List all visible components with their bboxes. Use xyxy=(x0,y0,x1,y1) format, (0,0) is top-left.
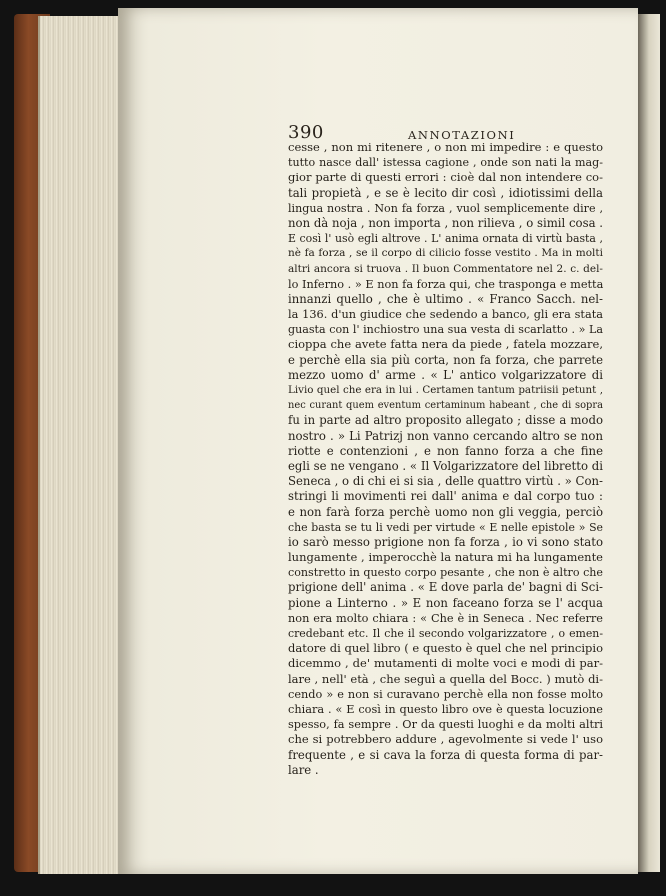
text-line: innanzi quello , che è ultimo . « Franco Sacch. nel- xyxy=(288,291,603,306)
text-line: lare . xyxy=(288,762,319,777)
body-text xyxy=(288,140,603,778)
text-line: tutto nasce dall' istessa cagione , onde son nati la mag- xyxy=(288,156,603,170)
text-line: cendo » e non si curavano perchè ella non fosse molto xyxy=(288,687,603,701)
text-line: mezzo uomo d' arme . « L' antico volgarizzatore di xyxy=(288,367,603,382)
text-line: non dà noja , non importa , non rilieva , o simil cosa . xyxy=(288,215,603,230)
text-line: Livio quel che era in lui . Certamen tantum patriisii petunt , xyxy=(288,384,603,396)
text-line: gior parte di questi errori : cioè dal non intendere co- xyxy=(288,170,603,185)
text-line: nè fa forza , se il corpo di cilicio fosse vestito . Ma in molti xyxy=(288,247,603,260)
text-line: riotte e contenzioni , e non fanno forza a che fine xyxy=(288,443,603,458)
text-line: egli se ne vengano . « Il Volgarizzatore del libretto di xyxy=(288,458,603,473)
text-line: tali propietà , e se è lecito dir così , idiotissimi della xyxy=(288,185,603,200)
text-line: lingua nostra . Non fa forza , vuol semplicemente dire , xyxy=(288,201,603,215)
text-line: cesse , non mi ritenere , o non mi impedire : e questo xyxy=(288,140,603,154)
text-line: credebant etc. Il che il secondo volgarizzatore , o emen- xyxy=(288,627,603,640)
text-line: cioppa che avete fatta nera da piede , fatela mozzare, xyxy=(288,337,603,352)
text-line: che si potrebbero addure , agevolmente si vede l' uso xyxy=(288,732,603,747)
text-line: dicemmo , de' mutamenti di molte voci e modi di par- xyxy=(288,656,603,671)
text-line: spesso, fa sempre . Or da questi luoghi e da molti altri xyxy=(288,718,603,732)
text-line: che basta se tu li vedi per virtude « E nelle epistole » Se xyxy=(288,520,603,534)
facing-page-edge xyxy=(638,14,660,872)
text-line: fu in parte ad altro proposito allegato ; disse a modo xyxy=(288,413,603,428)
text-line: guasta con l' inchiostro una sua vesta di scarlatto . » La xyxy=(288,323,603,337)
text-line: la 136. d'un giudice che sedendo a banco, gli era stata xyxy=(288,308,603,322)
text-line: chiara . « E così in questo libro ove è questa locuzione xyxy=(288,702,603,716)
text-line: datore di quel libro ( e questo è quel che nel principio xyxy=(288,641,603,656)
text-line: constretto in questo corpo pesante , che non è altro che xyxy=(288,566,603,580)
text-line: nostro . » Li Patrizj non vanno cercando altro se non xyxy=(288,428,603,443)
text-line: E così l' usò egli altrove . L' anima ornata di virtù basta , xyxy=(288,232,603,246)
text-line: prigione dell' anima . « E dove parla de' bagni di Sci- xyxy=(288,580,603,595)
text-line: frequente , e si cava la forza di questa forma di par- xyxy=(288,747,603,762)
text-line: non era molto chiara : « Che è in Seneca . Nec referre xyxy=(288,611,603,625)
text-line: lare , nell' età , che seguì a quella del Bocc. ) mutò di- xyxy=(288,671,603,686)
text-line: lo Inferno . » E non fa forza qui, che trasponga e metta xyxy=(288,277,604,291)
text-line: Seneca , o di chi ei si sia , delle quattro virtù . » Con- xyxy=(288,474,603,489)
text-line: nec curant quem eventum certaminum habeant , che di sopra xyxy=(288,400,603,412)
text-line: altri ancora si truova . Il buon Commentatore nel 2. c. del- xyxy=(288,262,603,275)
text-line: stringi li movimenti rei dall' anima e dal corpo tuo : xyxy=(288,489,603,504)
text-line: lungamente , imperocchè la natura mi ha lungamente xyxy=(288,550,603,565)
text-line: io sarò messo prigione non fa forza , io vi sono stato xyxy=(288,534,603,549)
page-number: 390 xyxy=(288,122,324,143)
text-line: e non farà forza perchè uomo non gli veggia, perciò xyxy=(288,504,603,519)
text-line: pione a Linterno . » E non faceano forza se l' acqua xyxy=(288,595,603,610)
running-head: ANNOTAZIONI xyxy=(408,128,516,142)
text-line: e perchè ella sia più corta, non fa forza, che parrete xyxy=(288,352,603,367)
